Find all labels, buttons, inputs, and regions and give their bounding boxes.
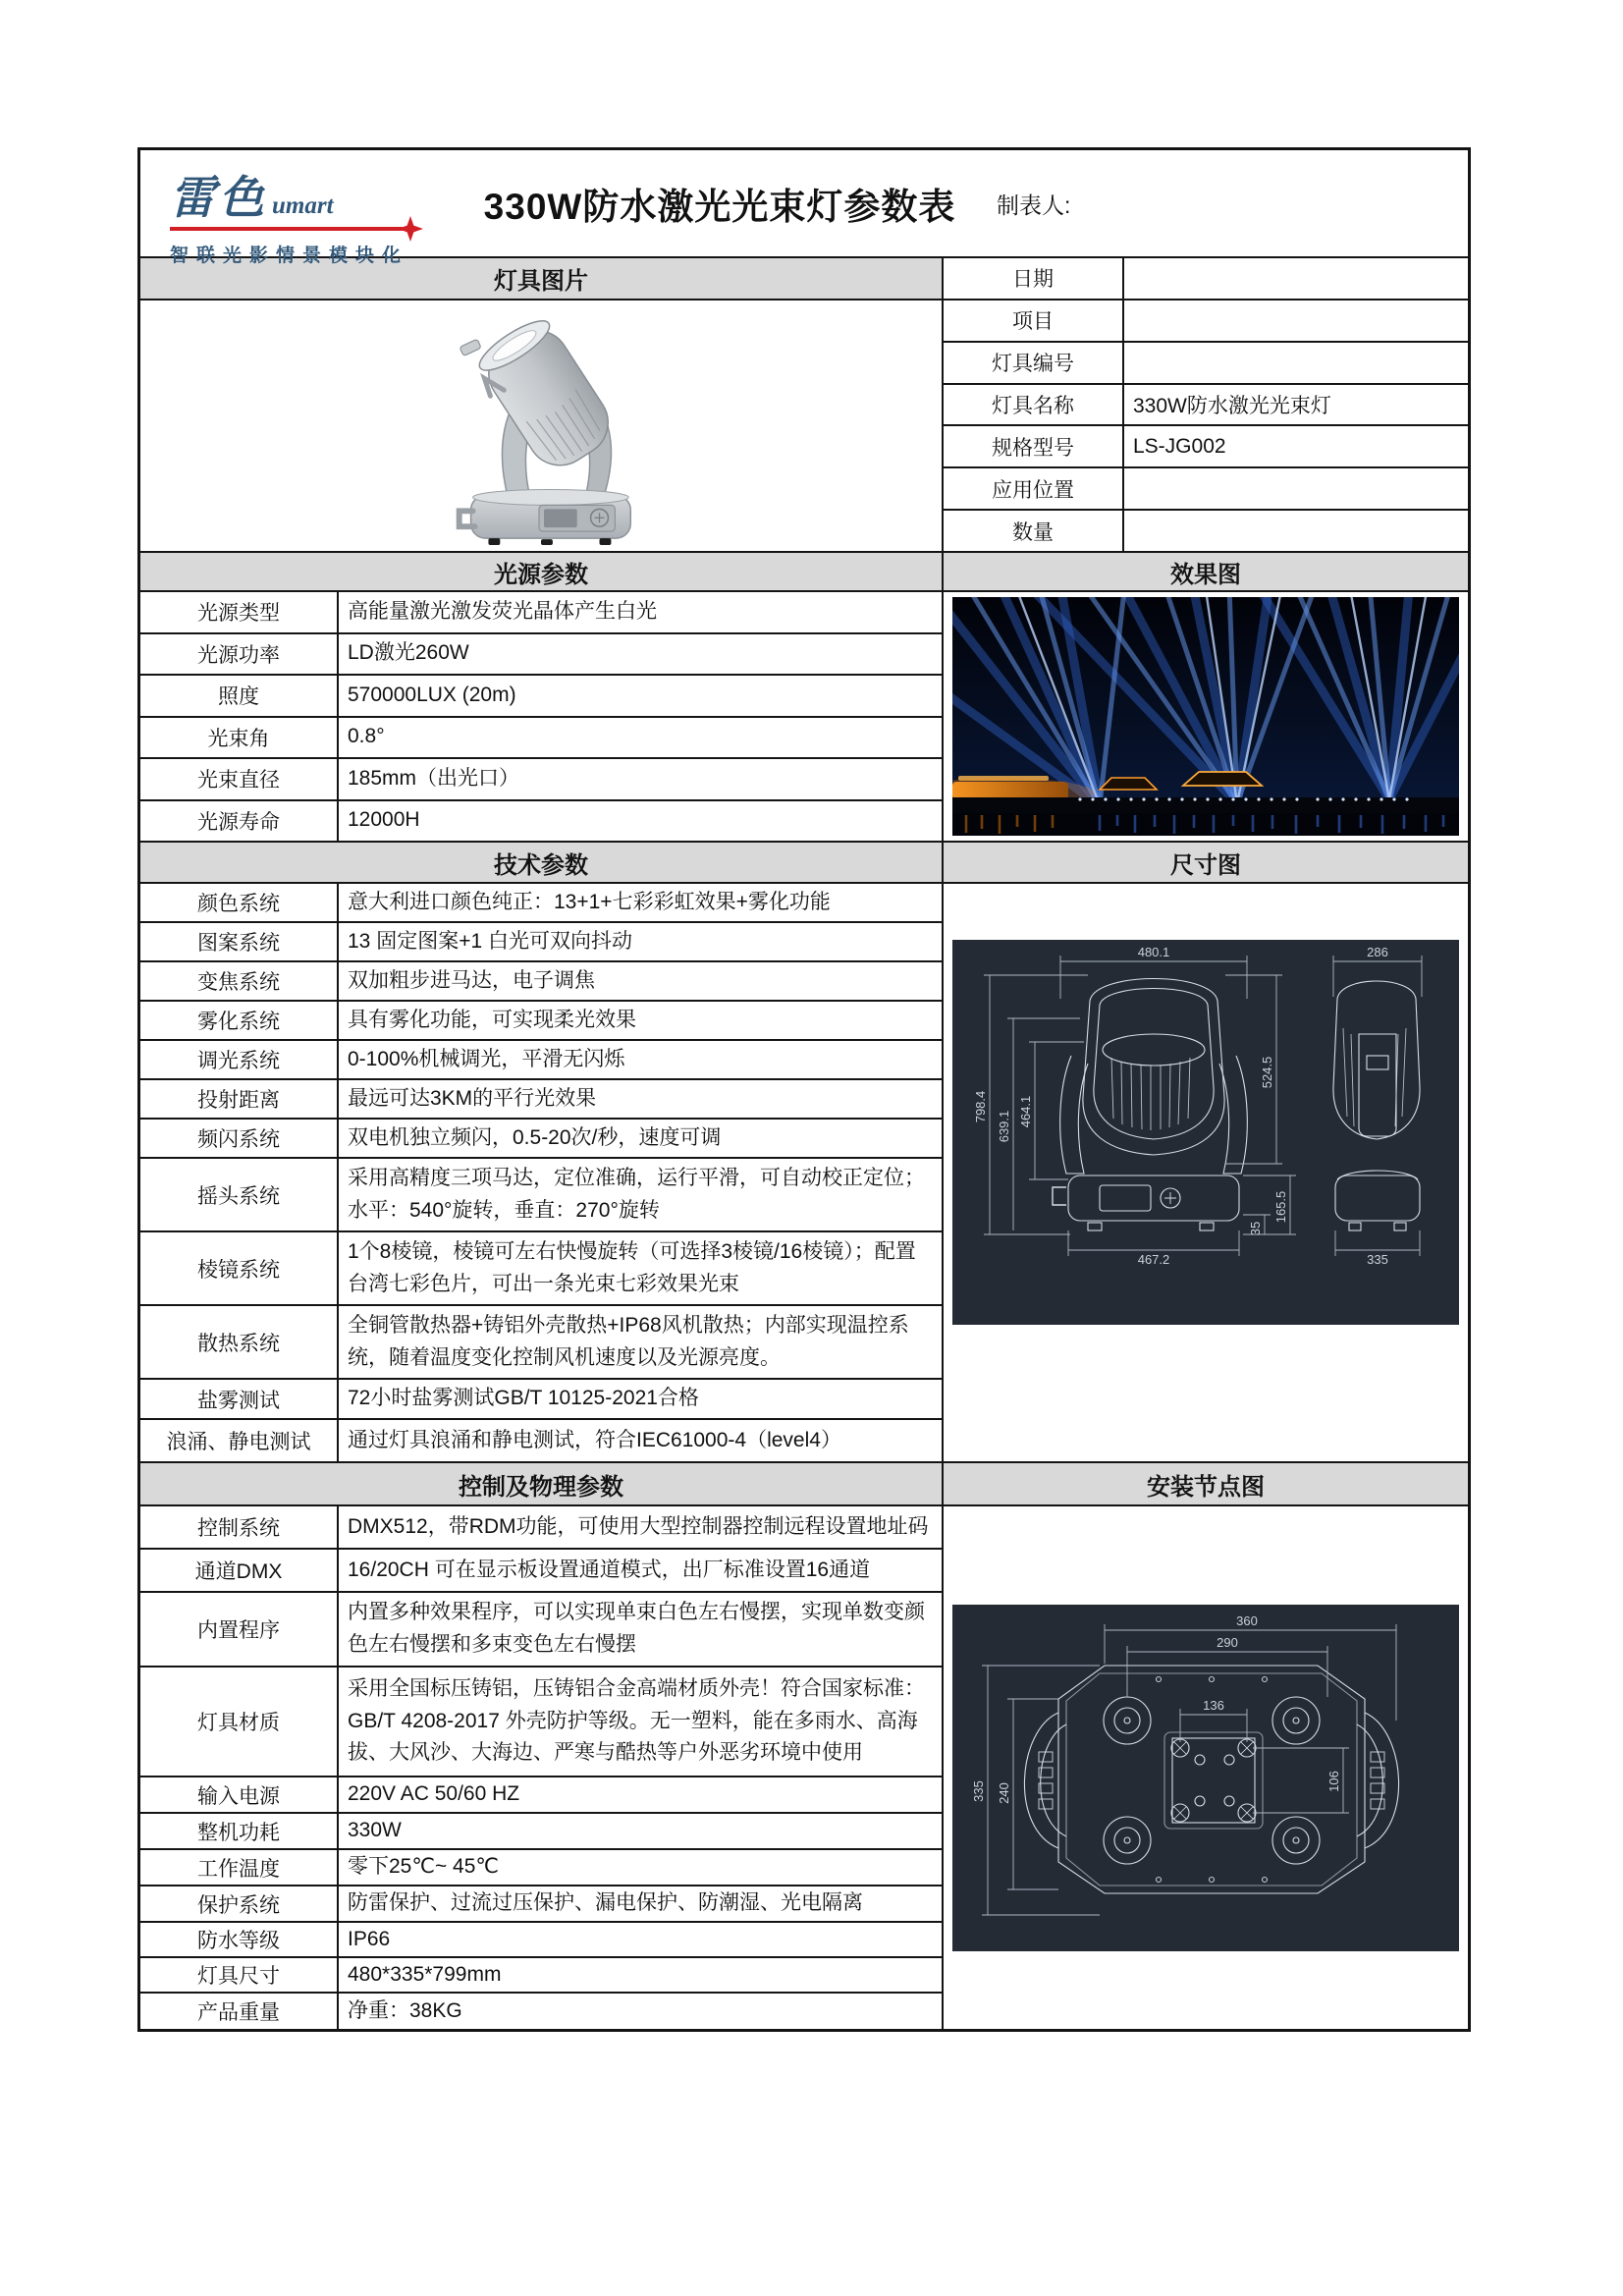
info-label: 灯具名称 — [944, 385, 1124, 425]
spec-row — [140, 1041, 942, 1080]
info-value — [1124, 511, 1468, 551]
info-row — [944, 468, 1468, 511]
tech-header-band — [140, 843, 1468, 884]
info-label: 数量 — [944, 511, 1124, 551]
spec-value: 采用全国标压铸铝，压铸铝合金高端材质外壳！符合国家标准：GB/T 4208-2017 外壳防护等级。无一塑料，能在多雨水、高海拔、大风沙、大海边、严寒与酷热等户外恶劣环境中使用 — [348, 1677, 925, 1765]
spec-row — [140, 718, 942, 760]
install-diagram — [952, 1605, 1459, 1951]
spec-label: 频闪系统 — [140, 1120, 339, 1157]
dim-label-front-width: 480.1 — [1137, 945, 1170, 959]
spec-value: 570000LUX (20m) — [348, 683, 516, 706]
source-band — [140, 592, 1468, 843]
spec-value: 12000H — [348, 808, 420, 832]
page-title: 330W防水激光光束灯参数表 — [483, 187, 956, 227]
effect-image — [952, 597, 1459, 836]
dim-label-mid-height: 639.1 — [997, 1110, 1011, 1143]
lamp-photo — [394, 304, 688, 548]
source-header-bar: 光源参数 — [140, 553, 942, 592]
spec-label: 输入电源 — [140, 1777, 339, 1812]
photo-info-band — [140, 258, 1468, 553]
spec-label: 通道DMX — [140, 1550, 339, 1591]
control-band — [140, 1506, 1468, 2029]
spec-label: 调光系统 — [140, 1041, 339, 1078]
spec-row — [140, 1550, 942, 1593]
spec-value: 220V AC 50/60 HZ — [348, 1782, 520, 1806]
spec-row — [140, 923, 942, 962]
spec-row — [140, 1306, 942, 1380]
dim-label-foot-height: 35 — [1248, 1221, 1263, 1236]
spec-value: 零下25℃~ 45℃ — [348, 1855, 499, 1879]
tech-rows — [140, 884, 944, 1461]
spec-row — [140, 1923, 942, 1958]
spec-label: 光束直径 — [140, 759, 339, 799]
spec-value: 72小时盐雾测试GB/T 10125-2021合格 — [348, 1387, 699, 1410]
spec-value: 1个8棱镜，棱镜可左右快慢旋转（可选择3棱镜/16棱镜）；配置台湾七彩色片，可出一条光束七彩效果光束 — [348, 1239, 916, 1295]
title-band — [140, 150, 1468, 266]
info-row — [944, 343, 1468, 385]
info-row — [944, 385, 1468, 427]
spec-value: 185mm（出光口） — [348, 766, 520, 790]
spec-row — [140, 1667, 942, 1777]
spec-row — [140, 1159, 942, 1232]
info-value: LS-JG002 — [1133, 434, 1226, 458]
spec-label: 光源类型 — [140, 592, 339, 632]
spec-label: 散热系统 — [140, 1306, 339, 1378]
spec-value: 全铜管散热器+铸铝外壳散热+IP68风机散热；内部实现温控系统，随着温度变化控制风机速度以及光源亮度。 — [348, 1313, 909, 1369]
spec-label: 光源功率 — [140, 634, 339, 675]
spec-row — [140, 676, 942, 718]
spec-label: 产品重量 — [140, 1994, 339, 2029]
spec-label: 变焦系统 — [140, 962, 339, 1000]
spec-label: 灯具尺寸 — [140, 1958, 339, 1992]
dim-label-head-height: 464.1 — [1018, 1095, 1033, 1128]
source-header-band — [140, 553, 1468, 592]
spec-row — [140, 1850, 942, 1886]
spec-row — [140, 1232, 942, 1306]
info-value — [1124, 301, 1468, 341]
spec-value: 通过灯具浪涌和静电测试，符合IEC61000-4（level4） — [348, 1428, 841, 1451]
dim-label-side-width: 286 — [1367, 945, 1388, 959]
spec-value: 具有雾化功能，可实现柔光效果 — [348, 1008, 636, 1031]
title-wrap — [140, 150, 1299, 256]
spec-value: IP66 — [348, 1927, 391, 1950]
spec-label: 防水等级 — [140, 1923, 339, 1956]
tech-band — [140, 884, 1468, 1463]
spec-label: 保护系统 — [140, 1886, 339, 1921]
spec-value: DMX512，带RDM功能，可使用大型控制器控制远程设置地址码 — [348, 1514, 929, 1538]
spec-label: 照度 — [140, 676, 339, 716]
install-label-outer-width: 360 — [1236, 1613, 1258, 1628]
info-row — [944, 258, 1468, 301]
install-header-bar: 安装节点图 — [944, 1463, 1468, 1506]
dim-label-base-height: 165.5 — [1273, 1190, 1288, 1224]
spec-row — [140, 884, 942, 923]
control-header-band — [140, 1463, 1468, 1506]
info-label: 项目 — [944, 301, 1124, 341]
info-row — [944, 301, 1468, 343]
spec-label: 图案系统 — [140, 923, 339, 960]
install-label-center-height: 106 — [1326, 1771, 1341, 1792]
spec-row — [140, 634, 942, 677]
spec-label: 内置程序 — [140, 1593, 339, 1666]
dimension-image-cell — [944, 884, 1468, 1461]
dim-label-side-base-width: 335 — [1367, 1252, 1388, 1267]
spec-label: 盐雾测试 — [140, 1380, 339, 1418]
spec-label: 棱镜系统 — [140, 1232, 339, 1304]
spec-table — [137, 147, 1471, 2032]
control-rows — [140, 1506, 944, 2029]
spec-label: 光束角 — [140, 718, 339, 758]
spec-row — [140, 1777, 942, 1814]
info-value: 330W防水激光光束灯 — [1133, 395, 1331, 417]
spec-value: 防雷保护、过流过压保护、漏电保护、防潮湿、光电隔离 — [348, 1891, 863, 1915]
spec-label: 颜色系统 — [140, 884, 339, 921]
spec-value: 内置多种效果程序，可以实现单束白色左右慢摆，实现单数变颜色左右慢摆和多束变色左右慢摆 — [348, 1601, 925, 1656]
info-label: 规格型号 — [944, 426, 1124, 466]
spec-value: 0.8° — [348, 725, 385, 748]
spec-value: 16/20CH 可在显示板设置通道模式，出厂标准设置16通道 — [348, 1558, 871, 1581]
dim-label-front-base-width: 467.2 — [1137, 1252, 1170, 1267]
tech-header-bar: 技术参数 — [140, 843, 942, 884]
spec-row — [140, 1002, 942, 1041]
logo-cn-text: 雷色 — [170, 173, 268, 223]
install-label-center-width: 136 — [1203, 1698, 1224, 1713]
spec-row — [140, 1506, 942, 1550]
spec-row — [140, 801, 942, 842]
spec-value: 330W — [348, 1819, 402, 1842]
install-label-inner-width: 290 — [1217, 1635, 1238, 1650]
spec-value: 0-100%机械调光，平滑无闪烁 — [348, 1047, 625, 1070]
spec-label: 光源寿命 — [140, 801, 339, 842]
spec-row — [140, 1814, 942, 1850]
spec-value: 净重：38KG — [348, 1998, 462, 2022]
install-label-outer-height: 335 — [971, 1780, 986, 1802]
spec-row — [140, 1420, 942, 1461]
spec-row — [140, 1080, 942, 1120]
spec-label: 整机功耗 — [140, 1814, 339, 1848]
effect-image-cell — [944, 592, 1468, 841]
spec-row — [140, 759, 942, 801]
install-image-cell — [944, 1506, 1468, 2029]
install-label-inner-height: 240 — [997, 1782, 1011, 1804]
spec-row — [140, 962, 942, 1002]
spec-value: 意大利进口颜色纯正：13+1+七彩彩虹效果+雾化功能 — [348, 890, 831, 913]
info-label: 日期 — [944, 258, 1124, 299]
info-column — [944, 258, 1468, 551]
spec-row — [140, 1958, 942, 1994]
dimension-header-bar: 尺寸图 — [944, 843, 1468, 884]
spec-row — [140, 592, 942, 634]
spec-label: 投射距离 — [140, 1080, 339, 1118]
info-row — [944, 426, 1468, 468]
spec-row — [140, 1886, 942, 1923]
dimension-diagram — [952, 940, 1459, 1325]
dim-label-total-height: 798.4 — [973, 1090, 988, 1123]
spec-value: 13 固定图案+1 白光可双向抖动 — [348, 929, 632, 953]
spec-label: 工作温度 — [140, 1850, 339, 1885]
spec-label: 控制系统 — [140, 1506, 339, 1548]
lamp-photo-cell — [140, 301, 942, 551]
spec-row — [140, 1994, 942, 2029]
source-rows — [140, 592, 944, 841]
spec-row — [140, 1120, 942, 1159]
spec-value: 高能量激光激发荧光晶体产生白光 — [348, 599, 657, 623]
spec-value: 双电机独立频闪，0.5-20次/秒，速度可调 — [348, 1125, 722, 1149]
info-value — [1124, 468, 1468, 509]
spec-value: 采用高精度三项马达，定位准确，运行平滑，可自动校正定位；水平：540°旋转，垂直：270°旋转 — [348, 1166, 925, 1222]
spec-label: 雾化系统 — [140, 1002, 339, 1039]
info-row — [944, 511, 1468, 551]
maker-label: 制表人: — [997, 191, 1071, 218]
spec-value: 最远可达3KM的平行光效果 — [348, 1086, 597, 1110]
spec-label: 浪涌、静电测试 — [140, 1420, 339, 1461]
logo-tagline: 智联光影情景模块化 — [170, 246, 409, 266]
spec-label: 摇头系统 — [140, 1159, 339, 1230]
spec-row — [140, 1380, 942, 1420]
spec-label: 灯具材质 — [140, 1667, 339, 1776]
spec-value: 双加粗步进马达，电子调焦 — [348, 968, 595, 992]
info-value — [1124, 258, 1468, 299]
info-label: 灯具编号 — [944, 343, 1124, 383]
photo-header-bar: 灯具图片 — [140, 258, 942, 301]
photo-column — [140, 258, 944, 551]
logo-en-text: umart — [272, 192, 334, 219]
effect-header-bar: 效果图 — [944, 553, 1468, 592]
spec-row — [140, 1593, 942, 1667]
control-header-bar: 控制及物理参数 — [140, 1463, 942, 1506]
info-label: 应用位置 — [944, 468, 1124, 509]
spec-value: 480*335*799mm — [348, 1962, 502, 1986]
spec-value: LD激光260W — [348, 641, 469, 665]
dim-label-right-height: 524.5 — [1260, 1056, 1274, 1089]
info-value — [1124, 343, 1468, 383]
